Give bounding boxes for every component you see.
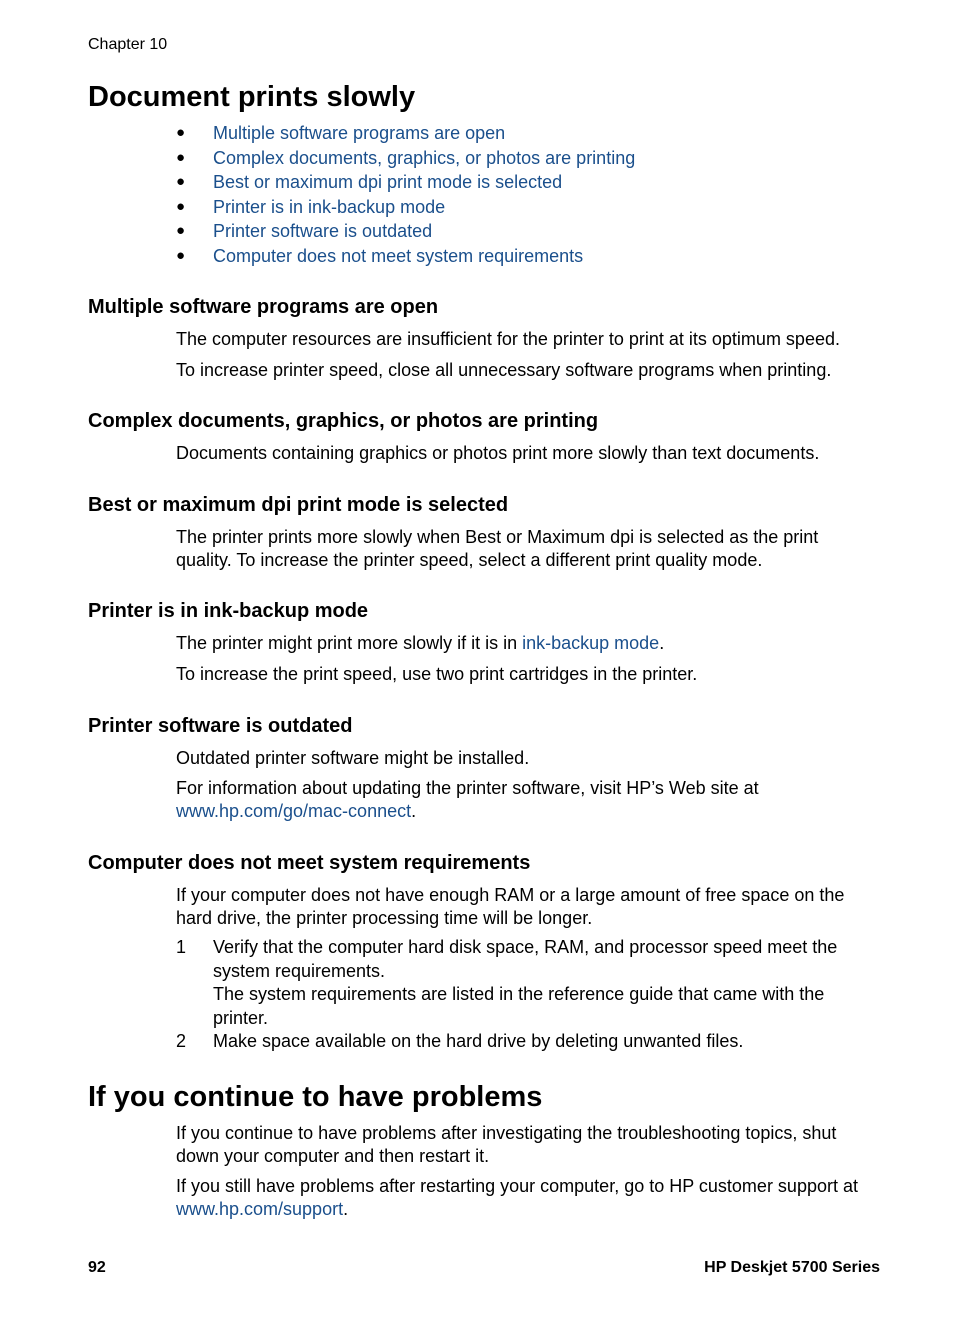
paragraph: [176, 1175, 876, 1220]
page-title: Document prints slowly: [88, 81, 416, 113]
topic-link-ink-backup[interactable]: Printer is in ink-backup mode: [213, 196, 446, 217]
text: .: [411, 800, 417, 821]
text: .: [343, 1198, 349, 1219]
text: For information about updating the printer software, visit HP’s Web site at: [176, 778, 759, 798]
heading-software-outdated: Printer software is outdated: [88, 715, 353, 737]
bullet-icon: ●: [176, 173, 186, 190]
paragraph: Outdated printer software might be installed.: [176, 748, 530, 768]
hp-support-link[interactable]: www.hp.com/support: [176, 1198, 344, 1219]
list-item: [176, 170, 876, 195]
list-item: [176, 219, 876, 244]
product-name: HP Deskjet 5700 Series: [704, 1259, 880, 1276]
topic-link-dpi-mode[interactable]: Best or maximum dpi print mode is selected: [213, 172, 563, 192]
list-item: [176, 146, 876, 171]
bullet-icon: ●: [176, 222, 186, 239]
heading-multiple-programs: Multiple software programs are open: [88, 296, 439, 318]
text: If you still have problems after restarting your computer, go to HP customer support at: [176, 1176, 858, 1196]
topic-link-complex-documents[interactable]: Complex documents, graphics, or photos are printing: [213, 147, 636, 168]
topic-link-system-requirements[interactable]: Computer does not meet system requirements: [213, 245, 584, 266]
list-item: [176, 244, 876, 269]
step-text: Make space available on the hard drive by deleting unwanted files.: [213, 1031, 744, 1051]
topic-link-software-outdated[interactable]: Printer software is outdated: [213, 221, 433, 241]
step-number: 1: [176, 937, 187, 957]
paragraph: The printer prints more slowly when Best or Maximum dpi is selected as the print quality. To increase the printer speed, select a different print quality mode.: [176, 527, 819, 570]
section-title: If you continue to have problems: [88, 1081, 543, 1113]
paragraph: The computer resources are insufficient for the printer to print at its optimum speed.: [176, 329, 840, 349]
page-number: 92: [88, 1259, 106, 1276]
bullet-icon: ●: [176, 148, 186, 166]
paragraph: [176, 777, 876, 822]
bullet-icon: ●: [176, 246, 186, 264]
paragraph: If you continue to have problems after investigating the troubleshooting topics, shut down your computer and then restart it.: [176, 1123, 837, 1166]
heading-dpi-mode: Best or maximum dpi print mode is selected: [88, 494, 509, 516]
heading-system-requirements: Computer does not meet system requirements: [88, 852, 531, 874]
text: The printer might print more slowly if it is in: [176, 633, 523, 653]
step-note: The system requirements are listed in the reference guide that came with the printer.: [213, 984, 825, 1028]
heading-ink-backup: Printer is in ink-backup mode: [88, 600, 369, 622]
topic-list: [176, 121, 876, 268]
paragraph: Documents containing graphics or photos print more slowly than text documents.: [176, 443, 820, 463]
paragraph: To increase printer speed, close all unnecessary software programs when printing.: [176, 360, 832, 380]
bullet-icon: ●: [176, 197, 186, 215]
step-number: 2: [176, 1031, 187, 1051]
ink-backup-mode-link[interactable]: ink-backup mode: [522, 633, 660, 653]
hp-mac-connect-link[interactable]: www.hp.com/go/mac-connect: [176, 800, 412, 821]
topic-link-multiple-programs[interactable]: Multiple software programs are open: [213, 123, 506, 143]
heading-complex-documents: Complex documents, graphics, or photos are printing: [88, 410, 599, 432]
paragraph: To increase the print speed, use two print cartridges in the printer.: [176, 664, 698, 684]
list-item: [176, 195, 876, 220]
text: .: [659, 633, 665, 653]
bullet-icon: ●: [176, 124, 186, 141]
list-item: [176, 121, 876, 146]
paragraph: [176, 632, 876, 655]
chapter-label: Chapter 10: [88, 36, 168, 53]
paragraph: If your computer does not have enough RAM or a large amount of free space on the hard drive, the printer processing time will be longer.: [176, 885, 845, 928]
step-text: Verify that the computer hard disk space, RAM, and processor speed meet the system requirements.: [213, 937, 838, 981]
